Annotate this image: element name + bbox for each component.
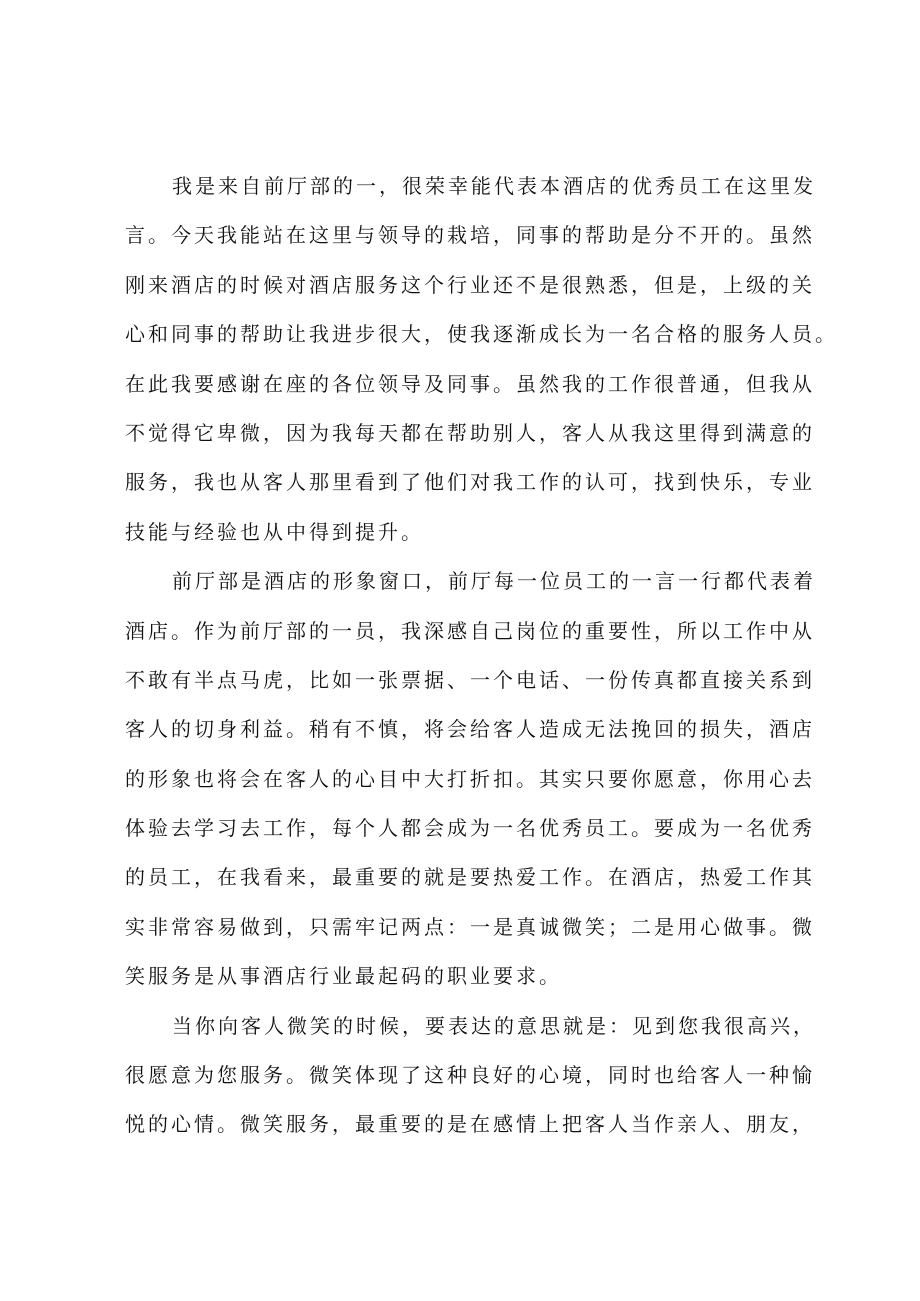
paragraph-1 — [125, 162, 838, 557]
paragraph-3 — [125, 1002, 825, 1150]
text-line: 当你向客人微笑的时候，要表达的意思就是：见到您我很高兴， — [172, 1013, 816, 1038]
text-line: 刚来酒店的时候对酒店服务这个行业还不是很熟悉，但是，上级的关 — [125, 272, 815, 297]
text-line: 前厅部是酒店的形象窗口，前厅每一位员工的一言一行都代表着 — [172, 569, 816, 594]
text-line: 酒店。作为前厅部的一员，我深感自己岗位的重要性，所以工作中从 — [125, 618, 815, 643]
text-line: 技能与经验也从中得到提升。 — [125, 519, 424, 544]
text-line: 很愿意为您服务。微笑体现了这种良好的心境，同时也给客人一种愉 — [125, 1063, 815, 1088]
text-line: 言。今天我能站在这里与领导的栽培，同事的帮助是分不开的。虽然 — [125, 223, 815, 248]
text-line: 我是来自前厅部的一，很荣幸能代表本酒店的优秀员工在这里发 — [172, 174, 816, 198]
paragraph-2 — [125, 557, 825, 1002]
text-line: 实非常容易做到，只需牢记两点：一是真诚微笑；二是用心做事。微 — [125, 914, 815, 939]
text-line: 的员工，在我看来，最重要的就是要热爱工作。在酒店，热爱工作其 — [125, 865, 815, 890]
text-line: 服务，我也从客人那里看到了他们对我工作的认可，找到快乐，专业 — [125, 470, 815, 495]
text-line: 客人的切身利益。稍有不慎，将会给客人造成无法挽回的损失，酒店 — [125, 717, 815, 742]
text-line: 的形象也将会在客人的心目中大打折扣。其实只要你愿意，你用心去 — [125, 766, 815, 791]
text-line: 不觉得它卑微，因为我每天都在帮助别人，客人从我这里得到满意的 — [125, 420, 815, 445]
document-body — [125, 162, 838, 1150]
text-line: 笑服务是从事酒店行业最起码的职业要求。 — [125, 964, 562, 989]
text-line: 在此我要感谢在座的各位领导及同事。虽然我的工作很普通，但我从 — [125, 371, 815, 396]
text-line: 不敢有半点马虎，比如一张票据、一个电话、一份传真都直接关系到 — [125, 667, 815, 692]
text-line: 心和同事的帮助让我进步很大，使我逐渐成长为一名合格的服务人员。 — [125, 322, 838, 347]
text-line: 悦的心情。微笑服务，最重要的是在感情上把客人当作亲人、朋友， — [125, 1112, 815, 1137]
text-line: 体验去学习去工作，每个人都会成为一名优秀员工。要成为一名优秀 — [125, 816, 815, 841]
